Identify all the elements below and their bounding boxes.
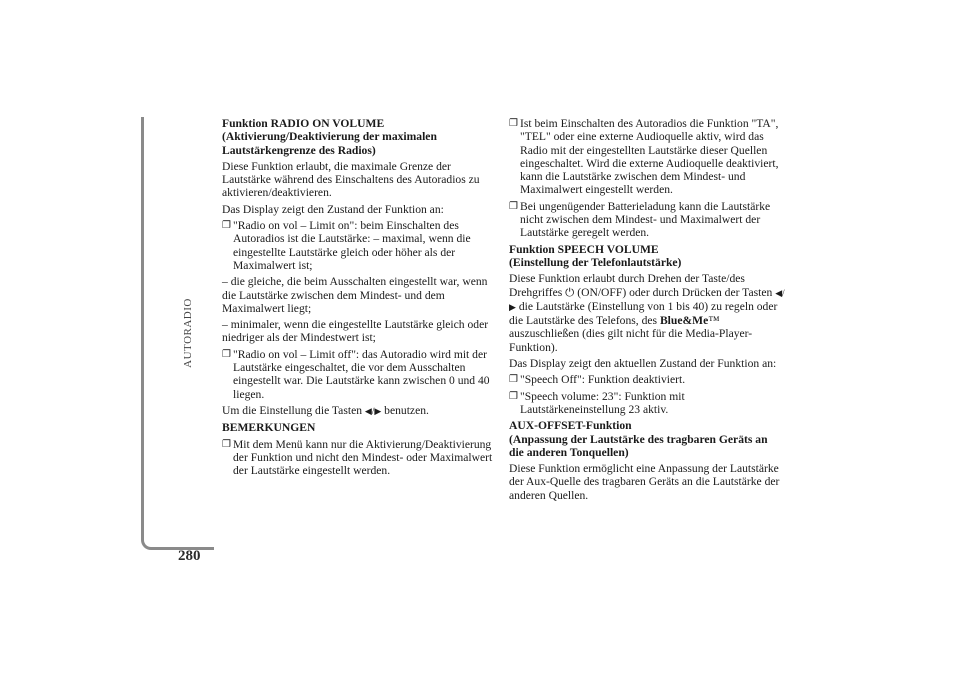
paragraph: Das Display zeigt den Zustand der Funktion an:	[222, 202, 444, 216]
list-item: ❐ "Radio on vol – Limit on": beim Einschalten des Autoradios ist die Lautstärke: – maximal, wenn die eingestellte Lautstärke gleich oder höher als der Maximalwert ist;	[222, 219, 471, 272]
paragraph: – die gleiche, die beim Ausschalten eingestellt war, wenn die Lautstärke zwischen dem Mindest- und dem Maximalwert liegt;	[222, 275, 488, 315]
paragraph: Diese Funktion erlaubt durch Drehen der Taste/des Drehgriffes ⏻ (ON/OFF) oder durch Drücken der Tasten ◀/▶ die Lautstärke (Einstellung von 1 bis 40) zu regeln oder die Lautstärke des Telefons, des Blue&Me™ auszuschließen (dies gilt nicht für die Media-Player-Funktion).	[509, 272, 785, 354]
list-item: ❐ Ist beim Einschalten des Autoradios die Funktion "TA", "TEL" oder eine externe Audioquelle aktiv, wird das Radio mit der eingestellten Lautstärke dieser Quellen eingeschaltet. Wird die externe Audioquelle deaktiviert, kann die Lautstärke zwischen dem Mindest- und Maximalwert eingestellt werden.	[509, 117, 779, 197]
checkbox-bullet-icon: ❐	[222, 220, 231, 232]
list-item: ❐ Bei ungenügender Batterieladung kann die Lautstärke nicht zwischen dem Mindest- und Maximalwert der Lautstärke geregelt werden.	[509, 199, 771, 240]
brand-name: Blue&Me	[659, 314, 709, 328]
checkbox-bullet-icon: ❐	[222, 348, 231, 360]
page-number: 280	[178, 548, 201, 564]
paragraph: Das Display zeigt den aktuellen Zustand der Funktion an:	[509, 357, 777, 371]
section-side-label: AUTORADIO	[182, 298, 194, 368]
radio-on-volume-heading: Funktion RADIO ON VOLUME (Aktivierung/Deaktivierung der maximalen Lautstärkengrenze des Radios)	[222, 117, 437, 157]
checkbox-bullet-icon: ❐	[509, 390, 518, 402]
left-right-arrow-icon: ◀/▶	[364, 405, 382, 416]
page-frame	[141, 117, 214, 550]
notes-heading: BEMERKUNGEN	[222, 421, 316, 435]
paragraph: Diese Funktion ermöglicht eine Anpassung der Lautstärke der Aux-Quelle des tragbaren Geräts an die Lautstärke der anderen Quellen.	[509, 462, 780, 502]
list-item: ❐ "Radio on vol – Limit off": das Autoradio wird mit der Lautstärke eingeschaltet, die vor dem Ausschalten eingestellt war. Die Lautstärke kann zwischen 0 und 40 liegen.	[222, 347, 490, 401]
checkbox-bullet-icon: ❐	[509, 200, 518, 212]
left-column	[222, 117, 498, 480]
checkbox-bullet-icon: ❐	[509, 118, 518, 129]
left-right-arrow-icon: ◀/▶	[509, 287, 785, 312]
speech-volume-heading: Funktion SPEECH VOLUME (Einstellung der Telefonlautstärke)	[509, 242, 682, 269]
checkbox-bullet-icon: ❐	[222, 438, 231, 450]
paragraph: – minimaler, wenn die eingestellte Lautstärke gleich oder niedriger als der Mindestwert ist;	[222, 318, 489, 345]
paragraph: Um die Einstellung die Tasten ◀/▶ benutzen.	[222, 403, 429, 417]
aux-offset-heading: AUX-OFFSET-Funktion (Anpassung der Lautstärke des tragbaren Geräts an die anderen Tonquellen)	[509, 419, 768, 459]
paragraph: Diese Funktion erlaubt, die maximale Grenze der Lautstärke während des Einschaltens des Autoradios zu aktivieren/deaktivieren.	[222, 159, 480, 200]
list-item: ❐ "Speech Off": Funktion deaktiviert.	[509, 373, 686, 387]
right-column	[509, 117, 785, 505]
power-knob-icon: ⏻	[565, 285, 575, 299]
checkbox-bullet-icon: ❐	[509, 374, 518, 386]
list-item: ❐ "Speech volume: 23": Funktion mit Lautstärkeneinstellung 23 aktiv.	[509, 389, 685, 416]
list-item: ❐ Mit dem Menü kann nur die Aktivierung/Deaktivierung der Funktion und nicht den Mindest- oder Maximalwert der Lautstärke eingestellt werden.	[222, 437, 493, 478]
